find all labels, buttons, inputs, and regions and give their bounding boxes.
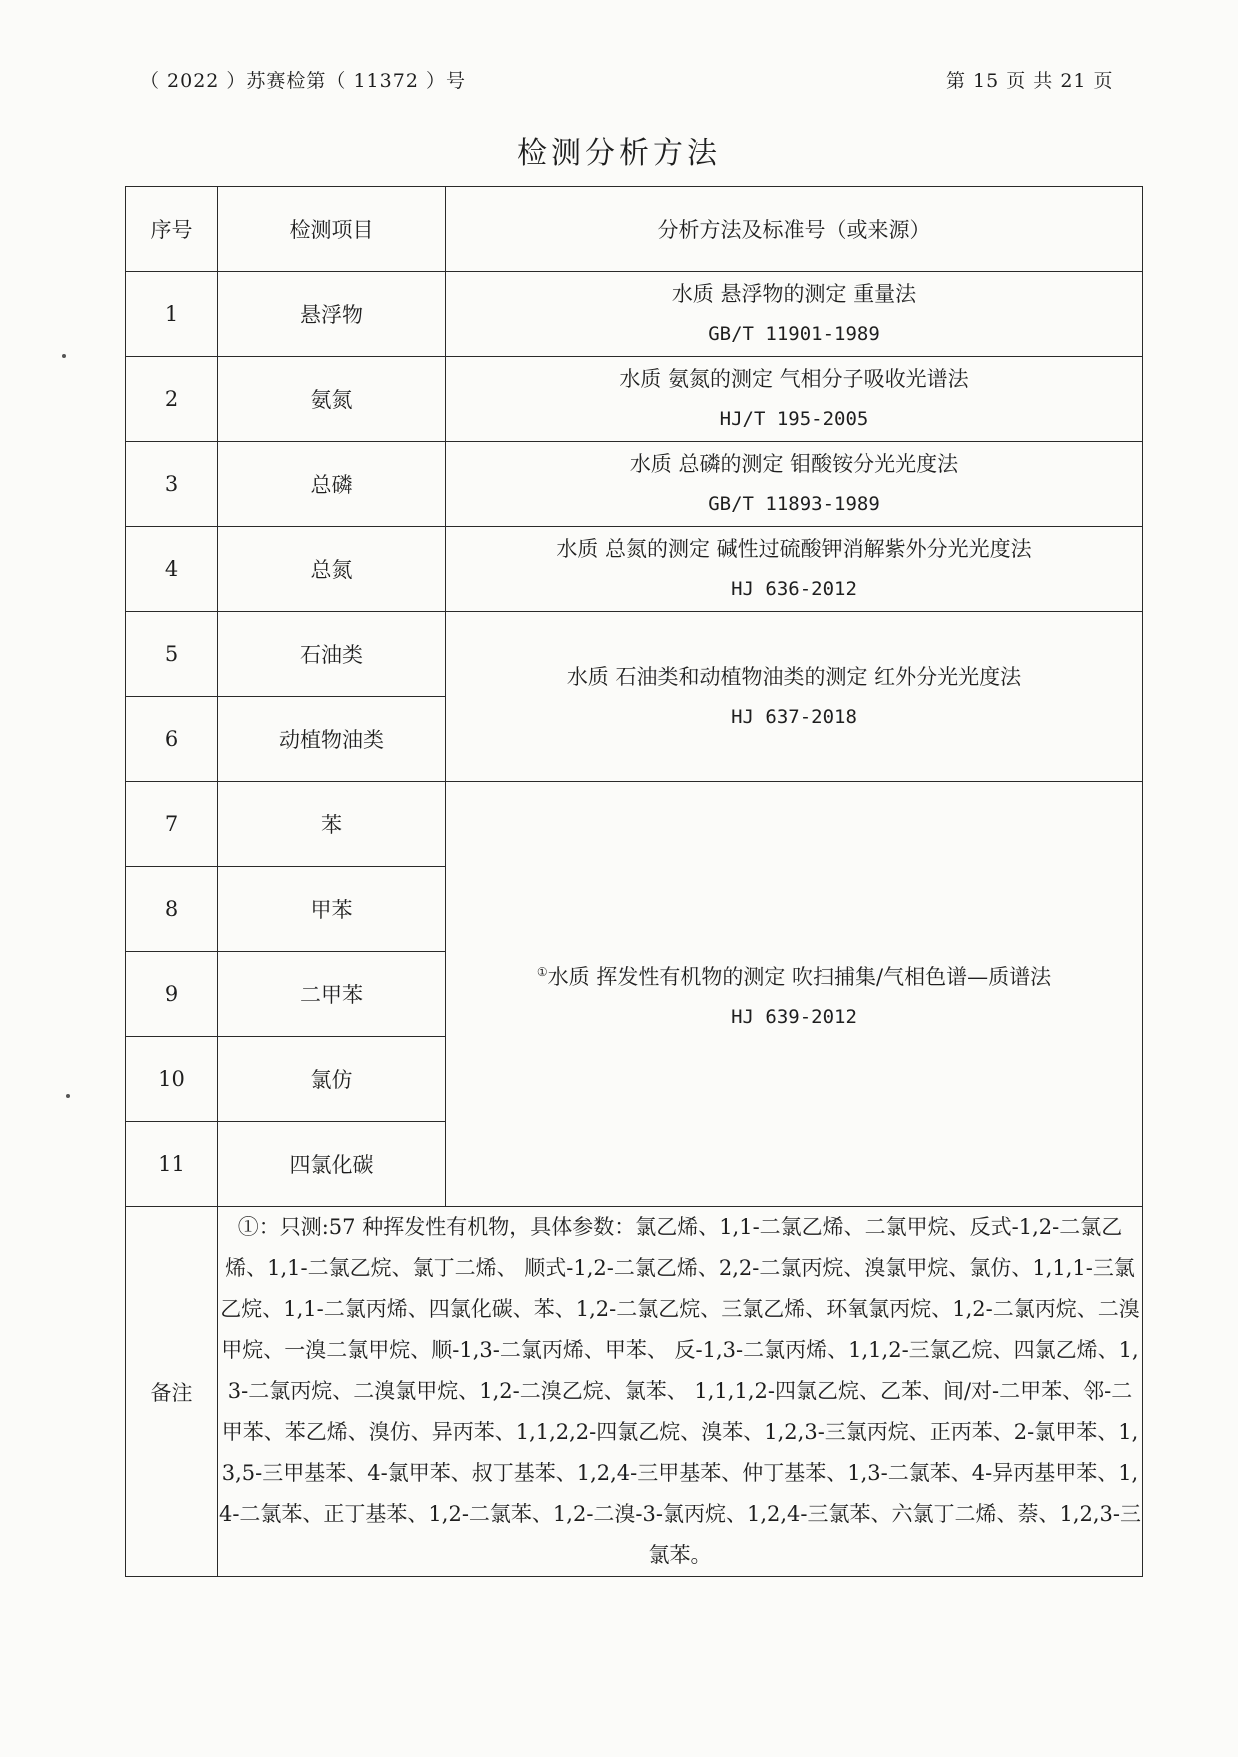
row-method (446, 442, 1143, 527)
row-method (446, 272, 1143, 357)
methods-table (125, 186, 1143, 1577)
row-no: 11 (126, 1122, 218, 1207)
row-no: 6 (126, 697, 218, 782)
row-item: 总氮 (218, 527, 446, 612)
row-no: 1 (126, 272, 218, 357)
header-method: 分析方法及标准号（或来源） (446, 187, 1143, 272)
method-name: 水质 悬浮物的测定 重量法 (671, 282, 917, 306)
standard-code: GB/T 11901-1989 (708, 323, 880, 345)
row-item: 悬浮物 (218, 272, 446, 357)
row-item: 氨氮 (218, 357, 446, 442)
table-row (126, 357, 1143, 442)
page-title: 检测分析方法 (517, 136, 721, 171)
table-row (126, 782, 1143, 867)
scan-speck (66, 1094, 70, 1098)
page-info: 第 15 页 共 21 页 (946, 70, 1114, 92)
notes-row (126, 1207, 1143, 1577)
method-name-text: 水质 挥发性有机物的测定 吹扫捕集/气相色谱—质谱法 (547, 964, 1052, 989)
header-no: 序号 (126, 187, 218, 272)
row-item: 苯 (218, 782, 446, 867)
notes-text: ①：只测:57 种挥发性有机物，具体参数：氯乙烯、1,1-二氯乙烯、二氯甲烷、反式-1,2-二氯乙烯、1,1-二氯乙烷、氯丁二烯、 顺式-1,2-二氯乙烯、2,2-二氯丙烷、溴氯甲烷、氯仿、1,1,1-三氯乙烷、1,1-二氯丙烯、四氯化碳、苯、1,2-二氯乙烷、三氯乙烯、环氧氯丙烷、1,2-二氯丙烷、二溴甲烷、一溴二氯甲烷、顺-1,3-二氯丙烯、甲苯、 反-1,3-二氯丙烯、1,1,2-三氯乙烷、四氯乙烯、1,3-二氯丙烷、二溴氯甲烷、1,2-二溴乙烷、氯苯、 1,1,1,2-四氯乙烷、乙苯、间/对-二甲苯、邻-二甲苯、苯乙烯、溴仿、异丙苯、1,1,2,2-四氯乙烷、溴苯、1,2,3-三氯丙烷、正丙苯、2-氯甲苯、1,3,5-三甲基苯、4-氯甲苯、叔丁基苯、1,2,4-三甲基苯、仲丁基苯、1,3-二氯苯、4-异丙基甲苯、1,4-二氯苯、正丁基苯、1,2-二氯苯、1,2-二溴-3-氯丙烷、1,2,4-三氯苯、六氯丁二烯、萘、1,2,3-三氯苯。 (218, 1207, 1143, 1577)
row-no: 4 (126, 527, 218, 612)
method-name (446, 952, 1142, 997)
method-name: 水质 总氮的测定 碱性过硫酸钾消解紫外分光光度法 (556, 537, 1032, 561)
table-header-row (126, 187, 1143, 272)
method-name: 水质 石油类和动植物油类的测定 红外分光光度法 (566, 664, 1022, 689)
standard-code: GB/T 11893-1989 (708, 493, 880, 515)
row-item: 石油类 (218, 612, 446, 697)
row-no: 2 (126, 357, 218, 442)
row-item: 二甲苯 (218, 952, 446, 1037)
row-no: 8 (126, 867, 218, 952)
standard-code: HJ 639-2012 (731, 1005, 857, 1028)
row-item: 四氯化碳 (218, 1122, 446, 1207)
row-item: 动植物油类 (218, 697, 446, 782)
row-method (446, 782, 1143, 1207)
row-no: 7 (126, 782, 218, 867)
standard-code: HJ 637-2018 (731, 705, 857, 728)
table-row (126, 442, 1143, 527)
row-item: 氯仿 (218, 1037, 446, 1122)
standard-code: HJ/T 195-2005 (719, 408, 869, 430)
report-number: （ 2022 ）苏赛检第（ 11372 ）号 (140, 70, 466, 92)
table-row (126, 612, 1143, 697)
row-method (446, 612, 1143, 782)
row-method (446, 527, 1143, 612)
method-name: 水质 氨氮的测定 气相分子吸收光谱法 (619, 367, 969, 391)
row-no: 3 (126, 442, 218, 527)
row-method (446, 357, 1143, 442)
method-name: 水质 总磷的测定 钼酸铵分光光度法 (629, 452, 959, 476)
row-no: 10 (126, 1037, 218, 1122)
footnote-marker: ① (536, 964, 548, 979)
notes-label: 备注 (126, 1207, 218, 1577)
standard-code: HJ 636-2012 (731, 578, 857, 600)
scan-speck (62, 354, 66, 358)
table-row (126, 272, 1143, 357)
row-no: 9 (126, 952, 218, 1037)
row-item: 甲苯 (218, 867, 446, 952)
table-row (126, 527, 1143, 612)
row-no: 5 (126, 612, 218, 697)
row-item: 总磷 (218, 442, 446, 527)
header-item: 检测项目 (218, 187, 446, 272)
